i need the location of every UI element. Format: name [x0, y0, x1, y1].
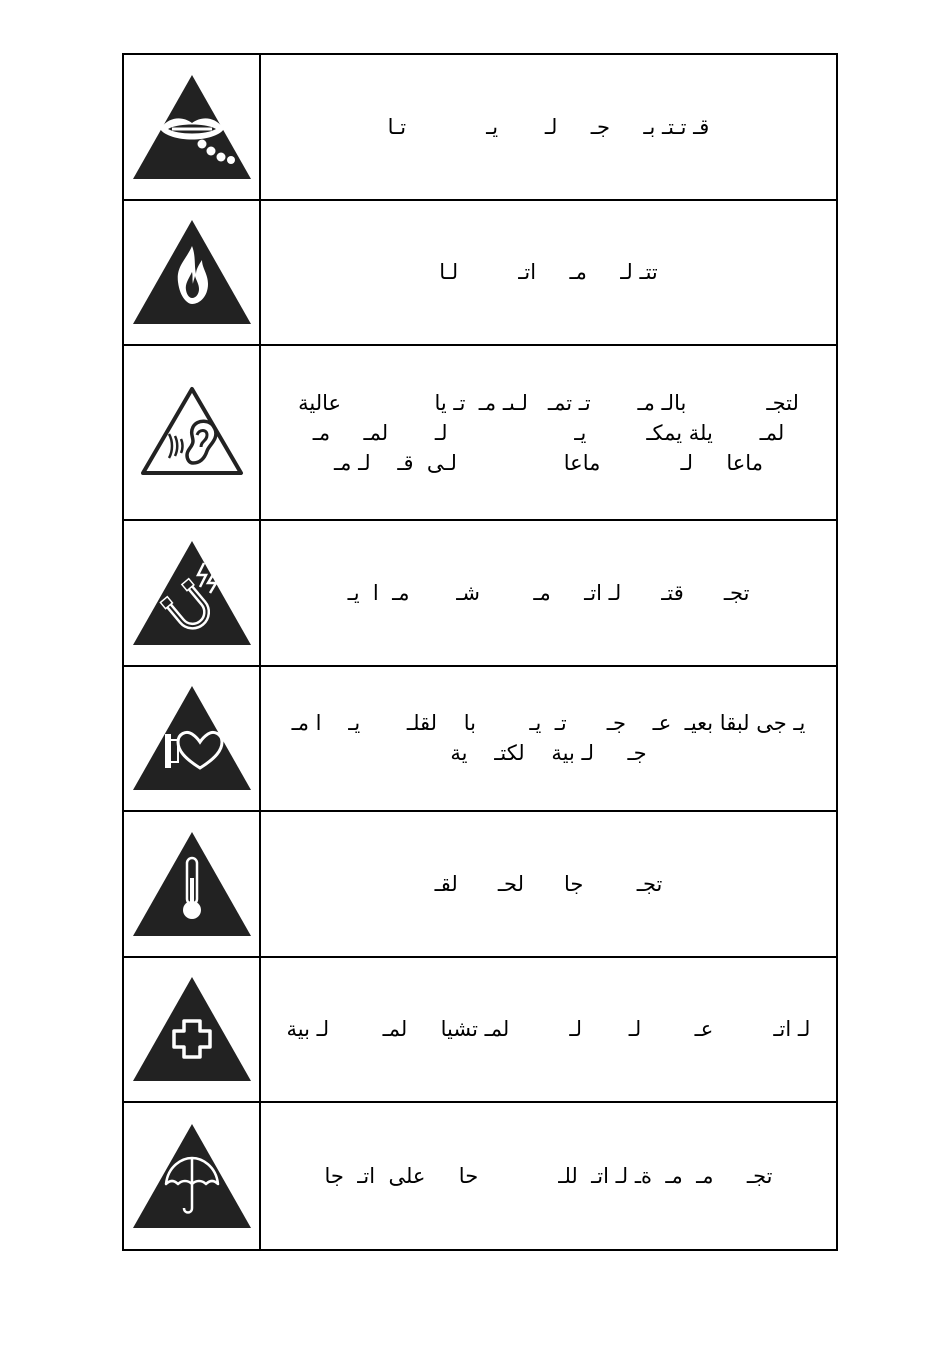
- warning-text-cell: [261, 521, 836, 665]
- magnetic-field-icon: [130, 537, 254, 649]
- hearing-damage-icon: [137, 383, 247, 483]
- warning-icon-cell: [124, 201, 261, 345]
- warning-icon-cell: [124, 55, 261, 199]
- warning-row-temperature: [124, 812, 836, 958]
- warning-text-line: تجـ مـ مـ ةـ لـ اتـ للـ حا على اتـ جا: [324, 1163, 773, 1188]
- warning-text-line: لمـ يلة يمكـ يـ لـ لمـ مـ: [312, 420, 785, 445]
- warning-text-line: لـ اتـ عـ لـ لـ لمـ تشيا لمـ لـ بية: [286, 1017, 811, 1042]
- warning-text-cell: [261, 55, 836, 199]
- choking-hazard-icon: [130, 71, 254, 183]
- warning-row-umbrella: [124, 1103, 836, 1249]
- warning-text-cell: [261, 812, 836, 956]
- warning-text-line: تجـ جا لحـ لقـ: [434, 871, 663, 896]
- warning-text-cell: [261, 1103, 836, 1249]
- warning-icon-cell: [124, 812, 261, 956]
- warning-text-line: تجـ قتـ لـ اتـ مـ شـ مـ ا يـ: [347, 580, 750, 605]
- pacemaker-icon: [130, 682, 254, 794]
- warning-icon-cell: [124, 958, 261, 1102]
- warning-icon-cell: [124, 346, 261, 519]
- warning-row-choking: [124, 55, 836, 201]
- medical-cross-icon: [130, 973, 254, 1085]
- warning-row-medical: [124, 958, 836, 1104]
- warning-row-flammable: [124, 201, 836, 347]
- warning-row-hearing: [124, 346, 836, 521]
- warning-icon-cell: [124, 521, 261, 665]
- warning-text-line: تتـ لـ مـ اتـ لـا: [439, 260, 658, 285]
- warning-text-line: قـ تـتـ بـ جـ لـ يـ تـا: [387, 114, 710, 139]
- umbrella-icon: [130, 1120, 254, 1232]
- warning-text-cell: [261, 958, 836, 1102]
- warning-text-line: جـ لـ بية لكتـ ية: [450, 741, 647, 766]
- warning-text-line: يـ جى لبقا بعيـ عـ جـ تـ يـ با لقلـ يـ ا مـ: [291, 711, 806, 736]
- temperature-icon: [130, 828, 254, 940]
- warning-row-magnetic: [124, 521, 836, 667]
- warning-text-cell: [261, 667, 836, 811]
- warnings-table: [122, 53, 838, 1251]
- warning-icon-cell: [124, 1103, 261, 1249]
- warning-text-cell: [261, 346, 836, 519]
- warning-text-line: ماعا لـ ماعا لـى قـ لـ مـ: [334, 450, 763, 475]
- flammable-icon: [130, 216, 254, 328]
- warning-text-cell: [261, 201, 836, 345]
- warning-icon-cell: [124, 667, 261, 811]
- warning-text-line: لتجـ بالـ مـ تـ تمـ لـىـ مـ تـ يا عالية: [298, 390, 799, 415]
- warning-row-pacemaker: [124, 667, 836, 813]
